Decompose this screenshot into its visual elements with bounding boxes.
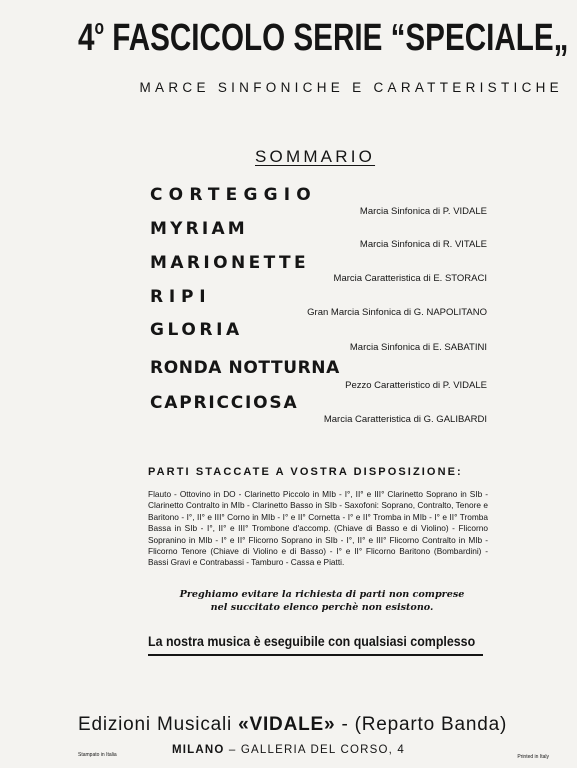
title-superscript: o — [94, 17, 105, 39]
work-description: Marcia Caratteristica di G. GALIBARDI — [323, 414, 487, 425]
subtitle: MARCE SINFONICHE E CARATTERISTICHE — [139, 80, 563, 95]
city: MILANO — [171, 744, 225, 756]
notice — [148, 588, 496, 614]
title-number: 4 — [78, 17, 95, 59]
publisher-name: «VIDALE» — [238, 714, 336, 735]
publisher-prefix: Edizioni Musicali — [78, 714, 233, 735]
work-title: MYRIAM — [150, 219, 248, 239]
work-description: Marcia Sinfonica di R. VITALE — [359, 239, 487, 250]
notice-line: nel succitato elenco perchè non esistono. — [210, 602, 434, 613]
instrument-list: Flauto - Ottovino in DO - Clarinetto Piccolo in MIb - I°, II° e III° Clarinetto Soprano in SIb - Clarinetto Contralto in MIb - Clarinetto Basso in SIb - Saxofoni: Soprano, Contralto, Tenore e Baritono - I°, II° e III° Corno in MIb - I° e II° Cornetta - I° e II° Tromba in MIb - I° e II° Tromba Bassa in SIb - I°, II° e III° Trombone d'accomp. (Chiave di Basso e di Violino) - Flicorno Sopranino in MIb - I° e II° Flicorno Soprano in SIb - I°, II° e III° Flicorno Contralto in MIb - Flicorno Tenore (Chiave di Violino e di Basso) - I° e II° Flicorno Baritono (Bombardini) - Bassi Gravi e Contrabassi - Tamburo - Cassa e Piatti. — [148, 489, 488, 568]
work-title: MARIONETTE — [150, 253, 309, 273]
work-description: Gran Marcia Sinfonica di G. NAPOLITANO — [307, 307, 487, 318]
work-description: Marcia Caratteristica di E. STORACI — [333, 273, 487, 284]
work-description: Pezzo Caratteristico di P. VIDALE — [345, 380, 487, 391]
title-text: FASCICOLO SERIE “SPECIALE„ — [112, 17, 569, 59]
printed-note-right: Printed in Italy — [517, 754, 549, 760]
parti-heading: PARTI STACCATE A VOSTRA DISPOSIZIONE: — [148, 466, 463, 478]
work-title: GLORIA — [150, 320, 243, 340]
publisher-line — [78, 714, 507, 736]
tagline-underline — [148, 654, 483, 656]
publisher-suffix: - (Reparto Banda) — [341, 714, 508, 735]
sommario-heading: SOMMARIO — [255, 147, 376, 166]
work-description: Marcia Sinfonica di E. SABATINI — [349, 342, 487, 353]
work-description: Marcia Sinfonica di P. VIDALE — [359, 206, 487, 217]
printed-note-left: Stampato in Italia — [78, 752, 117, 758]
notice-line: Preghiamo evitare la richiesta di parti non comprese — [179, 589, 465, 600]
work-title: RIPI — [150, 287, 212, 307]
work-title: CORTEGGIO — [150, 185, 317, 205]
tagline: La nostra musica è eseguibile con qualsiasi complesso — [148, 634, 476, 649]
work-title: CAPRICCIOSA — [150, 393, 299, 413]
street-address: – GALLERIA DEL CORSO, 4 — [228, 744, 406, 756]
work-title: RONDA NOTTURNA — [150, 358, 340, 378]
